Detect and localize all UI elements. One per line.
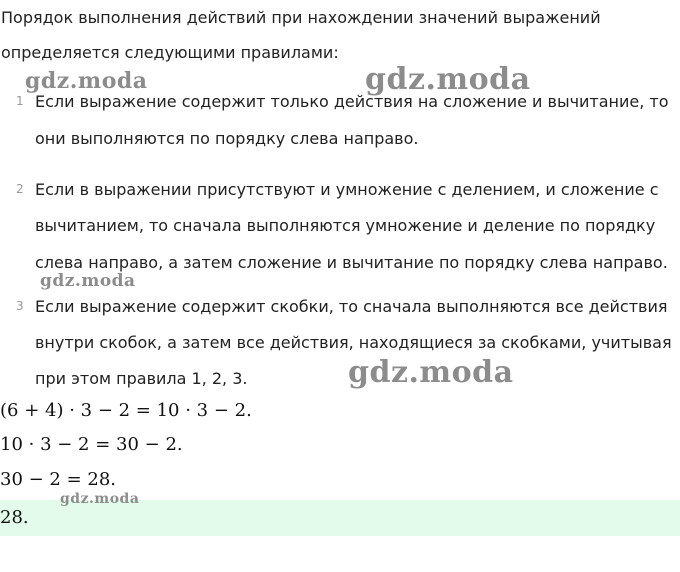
rule-text-line: слева направо, а затем сложение и вычитание по порядку слева направо. [35, 253, 668, 272]
watermark-logo: gdz.moda [348, 355, 514, 390]
rule-text-line: при этом правила 1, 2, 3. [35, 369, 248, 388]
rule-text-line: Если выражение содержит скобки, то сначала выполняются все действия [35, 297, 668, 316]
intro-line-1: Порядок выполнения действий при нахождении значений выражений [1, 8, 601, 27]
rule-text-line: вычитанием, то сначала выполняются умножение и деление по порядку [35, 216, 656, 235]
rule-text-line: Если выражение содержит только действия на сложение и вычитание, то [35, 92, 669, 111]
answer-value: 28. [0, 507, 29, 528]
rule-text-line: они выполняются по порядку слева направо. [35, 129, 419, 148]
rule-number: 3 [16, 299, 24, 313]
rule-text-line: Если в выражении присутствуют и умножение с делением, и сложение с [35, 180, 659, 199]
rule-number: 1 [16, 94, 24, 108]
rule-number: 2 [16, 182, 24, 196]
rule-text-line: внутри скобок, а затем все действия, находящиеся за скобками, учитывая [35, 333, 672, 352]
watermark-logo: gdz.moda [365, 62, 531, 97]
solution-step-2: 10 · 3 − 2 = 30 − 2. [0, 434, 183, 455]
watermark-logo: gdz.moda [60, 491, 140, 507]
intro-line-2: определяется следующими правилами: [1, 43, 339, 62]
solution-step-3: 30 − 2 = 28. [0, 469, 117, 490]
watermark-logo: gdz.moda [40, 271, 136, 291]
watermark-logo: gdz.moda [25, 68, 148, 94]
intro-paragraph [1, 0, 677, 70]
solution-step-1: (6 + 4) · 3 − 2 = 10 · 3 − 2. [0, 400, 252, 421]
